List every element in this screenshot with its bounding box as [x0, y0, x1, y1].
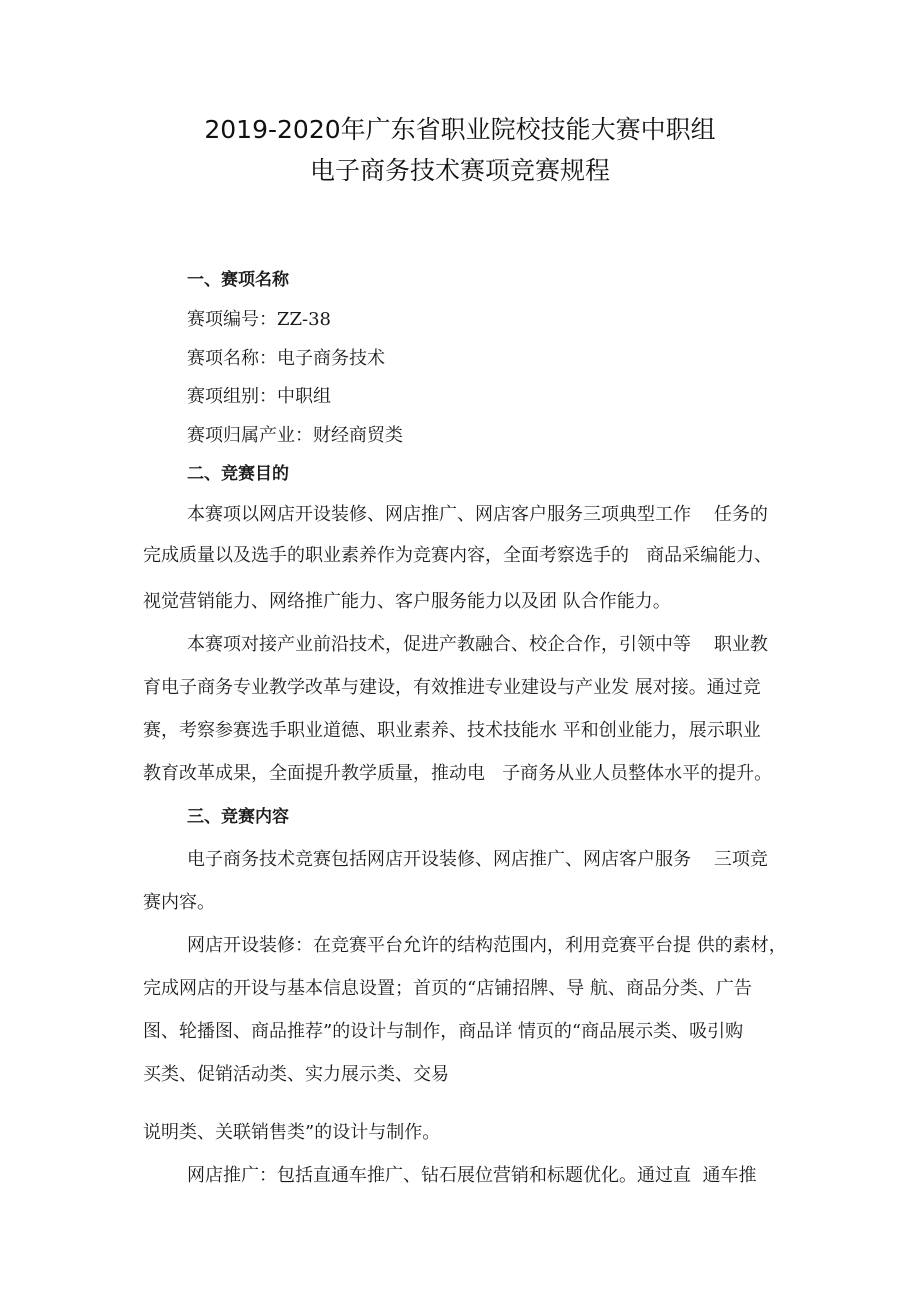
paragraph-line: 赛，考察参赛选手职业道德、职业素养、技术技能水 平和创业能力，展示职业 [143, 720, 761, 741]
paragraph-line: 电子商务技术竞赛包括网店开设装修、网店推广、网店客户服务 三项竞 [187, 849, 768, 870]
paragraph-line: 完成网店的开设与基本信息设置；首页的“店铺招牌、导 航、商品分类、广告 [143, 978, 752, 999]
section-heading-name: 一、赛项名称 [187, 270, 289, 290]
paragraph-line: 本赛项对接产业前沿技术，促进产教融合、校企合作，引领中等 职业教 [187, 634, 768, 655]
event-group: 赛项组别：中职组 [187, 386, 331, 407]
document-title-line-2: 电子商务技术赛项竞赛规程 [309, 156, 610, 185]
paragraph-line: 赛内容。 [143, 892, 215, 913]
paragraph-line: 买类、促销活动类、实力展示类、交易 [143, 1064, 449, 1085]
paragraph-line: 视觉营销能力、网络推广能力、客户服务能力以及团 队合作能力。 [143, 591, 671, 612]
paragraph-line: 图、轮播图、商品推荐”的设计与制作，商品详 情页的“商品展示类、吸引购 [143, 1021, 744, 1042]
event-name: 赛项名称：电子商务技术 [187, 348, 385, 369]
event-code: 赛项编号：ZZ-38 [187, 309, 331, 330]
paragraph-line: 育电子商务专业教学改革与建设，有效推进专业建设与产业发 展对接。通过竞 [143, 677, 761, 698]
section-heading-content: 三、竞赛内容 [187, 807, 289, 827]
event-industry: 赛项归属产业：财经商贸类 [187, 425, 403, 446]
paragraph-line: 本赛项以网店开设装修、网店推广、网店客户服务三项典型工作 任务的 [187, 504, 768, 525]
document-title-line-1: 2019-2020年广东省职业院校技能大赛中职组 [204, 115, 716, 144]
paragraph-line: 网店开设装修：在竞赛平台允许的结构范围内，利用竞赛平台提 供的素材， [187, 935, 787, 956]
paragraph-line: 完成质量以及选手的职业素养作为竞赛内容，全面考察选手的 商品采编能力、 [143, 545, 773, 566]
paragraph-line: 说明类、关联销售类”的设计与制作。 [143, 1122, 441, 1143]
section-heading-purpose: 二、竞赛目的 [187, 464, 289, 484]
paragraph-line: 网店推广：包括直通车推广、钻石展位营销和标题优化。通过直 通车推 [187, 1165, 757, 1186]
paragraph-line: 教育改革成果，全面提升教学质量，推动电 子商务从业人员整体水平的提升。 [143, 763, 773, 784]
